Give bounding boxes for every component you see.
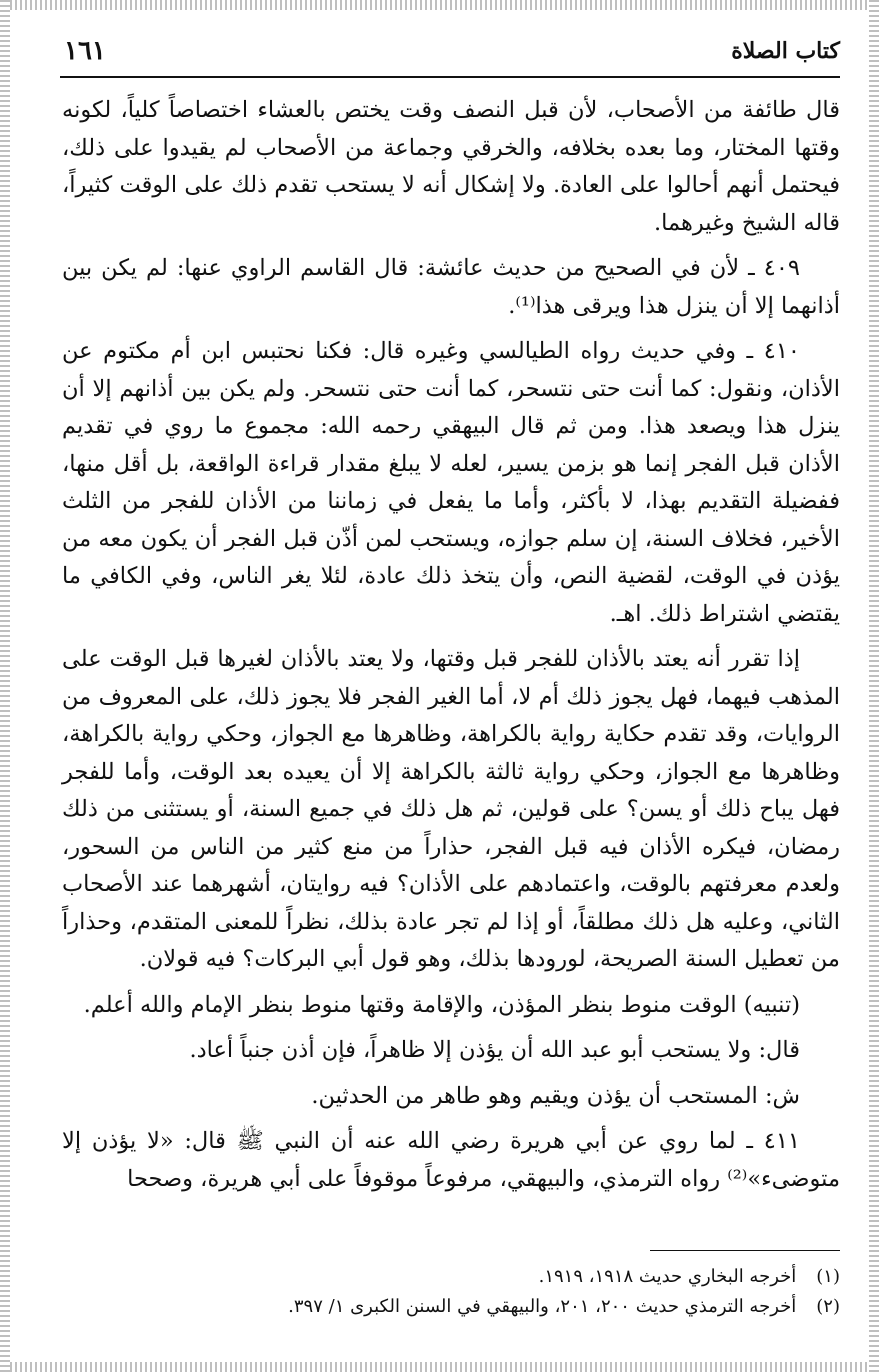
paragraph: قال: ولا يستحب أبو عبد الله أن يؤذن إلا ظاهراً، فإن أذن جنباً أعاد. [189,1037,800,1063]
paragraph: ٤١١ ـ لما روي عن أبي هريرة رضي الله عنه أن النبي ﷺ قال: «لا يؤذن إلا متوضىء»⁽²⁾ رواه الترمذي، والبيهقي، مرفوعاً موقوفاً على أبي هريرة، وصححا [62,1128,840,1192]
paragraph: (تنبيه) الوقت منوط بنظر المؤذن، والإقامة وقتها منوط بنظر الإمام والله أعلم. [83,991,800,1018]
paragraph: قال طائفة من الأصحاب، لأن قبل النصف وقت يختص بالعشاء اختصاصاً كلياً، لكونه وقتها المختار، وما بعده بخلافه، والخرقي وجماعة من الأصحاب لم يقيدوا على ذلك، فيحتمل أنهم أحالوا على العادة. ولا إشكال أنه لا يستحب تقدم ذلك على الوقت كثيراً، قاله الشيخ وغيرهما. [62,97,840,236]
decorative-border-top [0,0,879,10]
footnote-separator [650,1250,840,1251]
footnote [62,1262,840,1292]
paragraph: ش: المستحب أن يؤذن ويقيم وهو طاهر من الحدثين. [311,1082,800,1109]
paragraph: إذا تقرر أنه يعتد بالأذان للفجر قبل وقتها، ولا يعتد بالأذان لغيرها قبل الوقت على المذهب فيهما، فهل يجوز ذلك أم لا، أما الغير الفجر فلا يجوز ذلك، على المعروف من الروايات، وقد تقدم حكاية رواية بالكراهة، وظاهرها مع الجواز، وحكي رواية بالكراهة، وظاهرها مع الجواز، وحكي رواية ثالثة بالكراهة إلا أن يعيده بعد الوقت، وأما للفجر فهل يباح ذلك أو يسن؟ على قولين، ثم هل ذلك في جميع السنة، أو يستثنى من ذلك رمضان، فيكره الأذان فيه قبل الفجر، حذاراً من منع كثير من الناس من السحور، ولعدم معرفتهم بالوقت، واعتمادهم على الأذان؟ فيه روايتان، أشهرهما عند الأصحاب الثاني، وعليه هل ذلك مطلقاً، أو إذا لم تجر عادة بذلك، نظراً للمعنى المتقدم، وحذاراً من تعطيل السنة الصريحة، لورودها بذلك، وهو قول أبي البركات؟ فيه قولان. [62,646,840,972]
footnote-text: أخرجه الترمذي حديث ٢٠٠، ٢٠١، والبيهقي في السنن الكبرى ١/ ٣٩٧. [288,1296,797,1317]
footnotes [62,1262,840,1322]
decorative-border-bottom [0,1362,879,1372]
paragraph: ٤١٠ ـ وفي حديث رواه الطيالسي وغيره قال: فكنا نحتبس ابن أم مكتوم عن الأذان، ونقول: كما أنت حتى نتسحر، كما أنت حتى نتسحر. ولم يكن بين أذانهم إلا أن ينزل هذا ويصعد هذا. ومن ثم قال البيهقي رحمه الله: مجموع ما روي في تقديم الأذان قبل الفجر إنما هو بزمن يسير، لعله لا يبلغ مقدار قراءة الواقعة، بل أقل منها، ففضيلة التقديم بهذا، لا بأكثر، وأما ما يفعل في زماننا من الأذان للفجر من الثلث الأخير، فخلاف السنة، إن سلم جوازه، ويستحب لمن أذّن قبل الفجر أن يكون معه من يؤذن في الوقت، لقضية النص، وأن يتخذ ذلك عادة، لئلا يغر الناس، وفي الكافي ما يقتضي اشتراط ذلك. اهـ. [62,338,840,627]
decorative-border-right [869,0,879,1372]
footnote [62,1292,840,1322]
page-header [60,30,840,78]
page-number: ١٦١ [64,36,106,66]
decorative-border-left [0,0,10,1372]
footnote-text: أخرجه البخاري حديث ١٩١٨، ١٩١٩. [538,1266,797,1287]
header-rule [60,76,840,78]
footnote-number: (١) [816,1266,840,1287]
chapter-title: كتاب الصلاة [731,38,840,64]
main-text [62,92,840,1206]
footnote-number: (٢) [816,1296,840,1317]
paragraph: ٤٠٩ ـ لأن في الصحيح من حديث عائشة: قال القاسم الراوي عنها: لم يكن بين أذانهما إلا أن ينزل هذا ويرقى هذا⁽¹⁾. [62,255,840,319]
